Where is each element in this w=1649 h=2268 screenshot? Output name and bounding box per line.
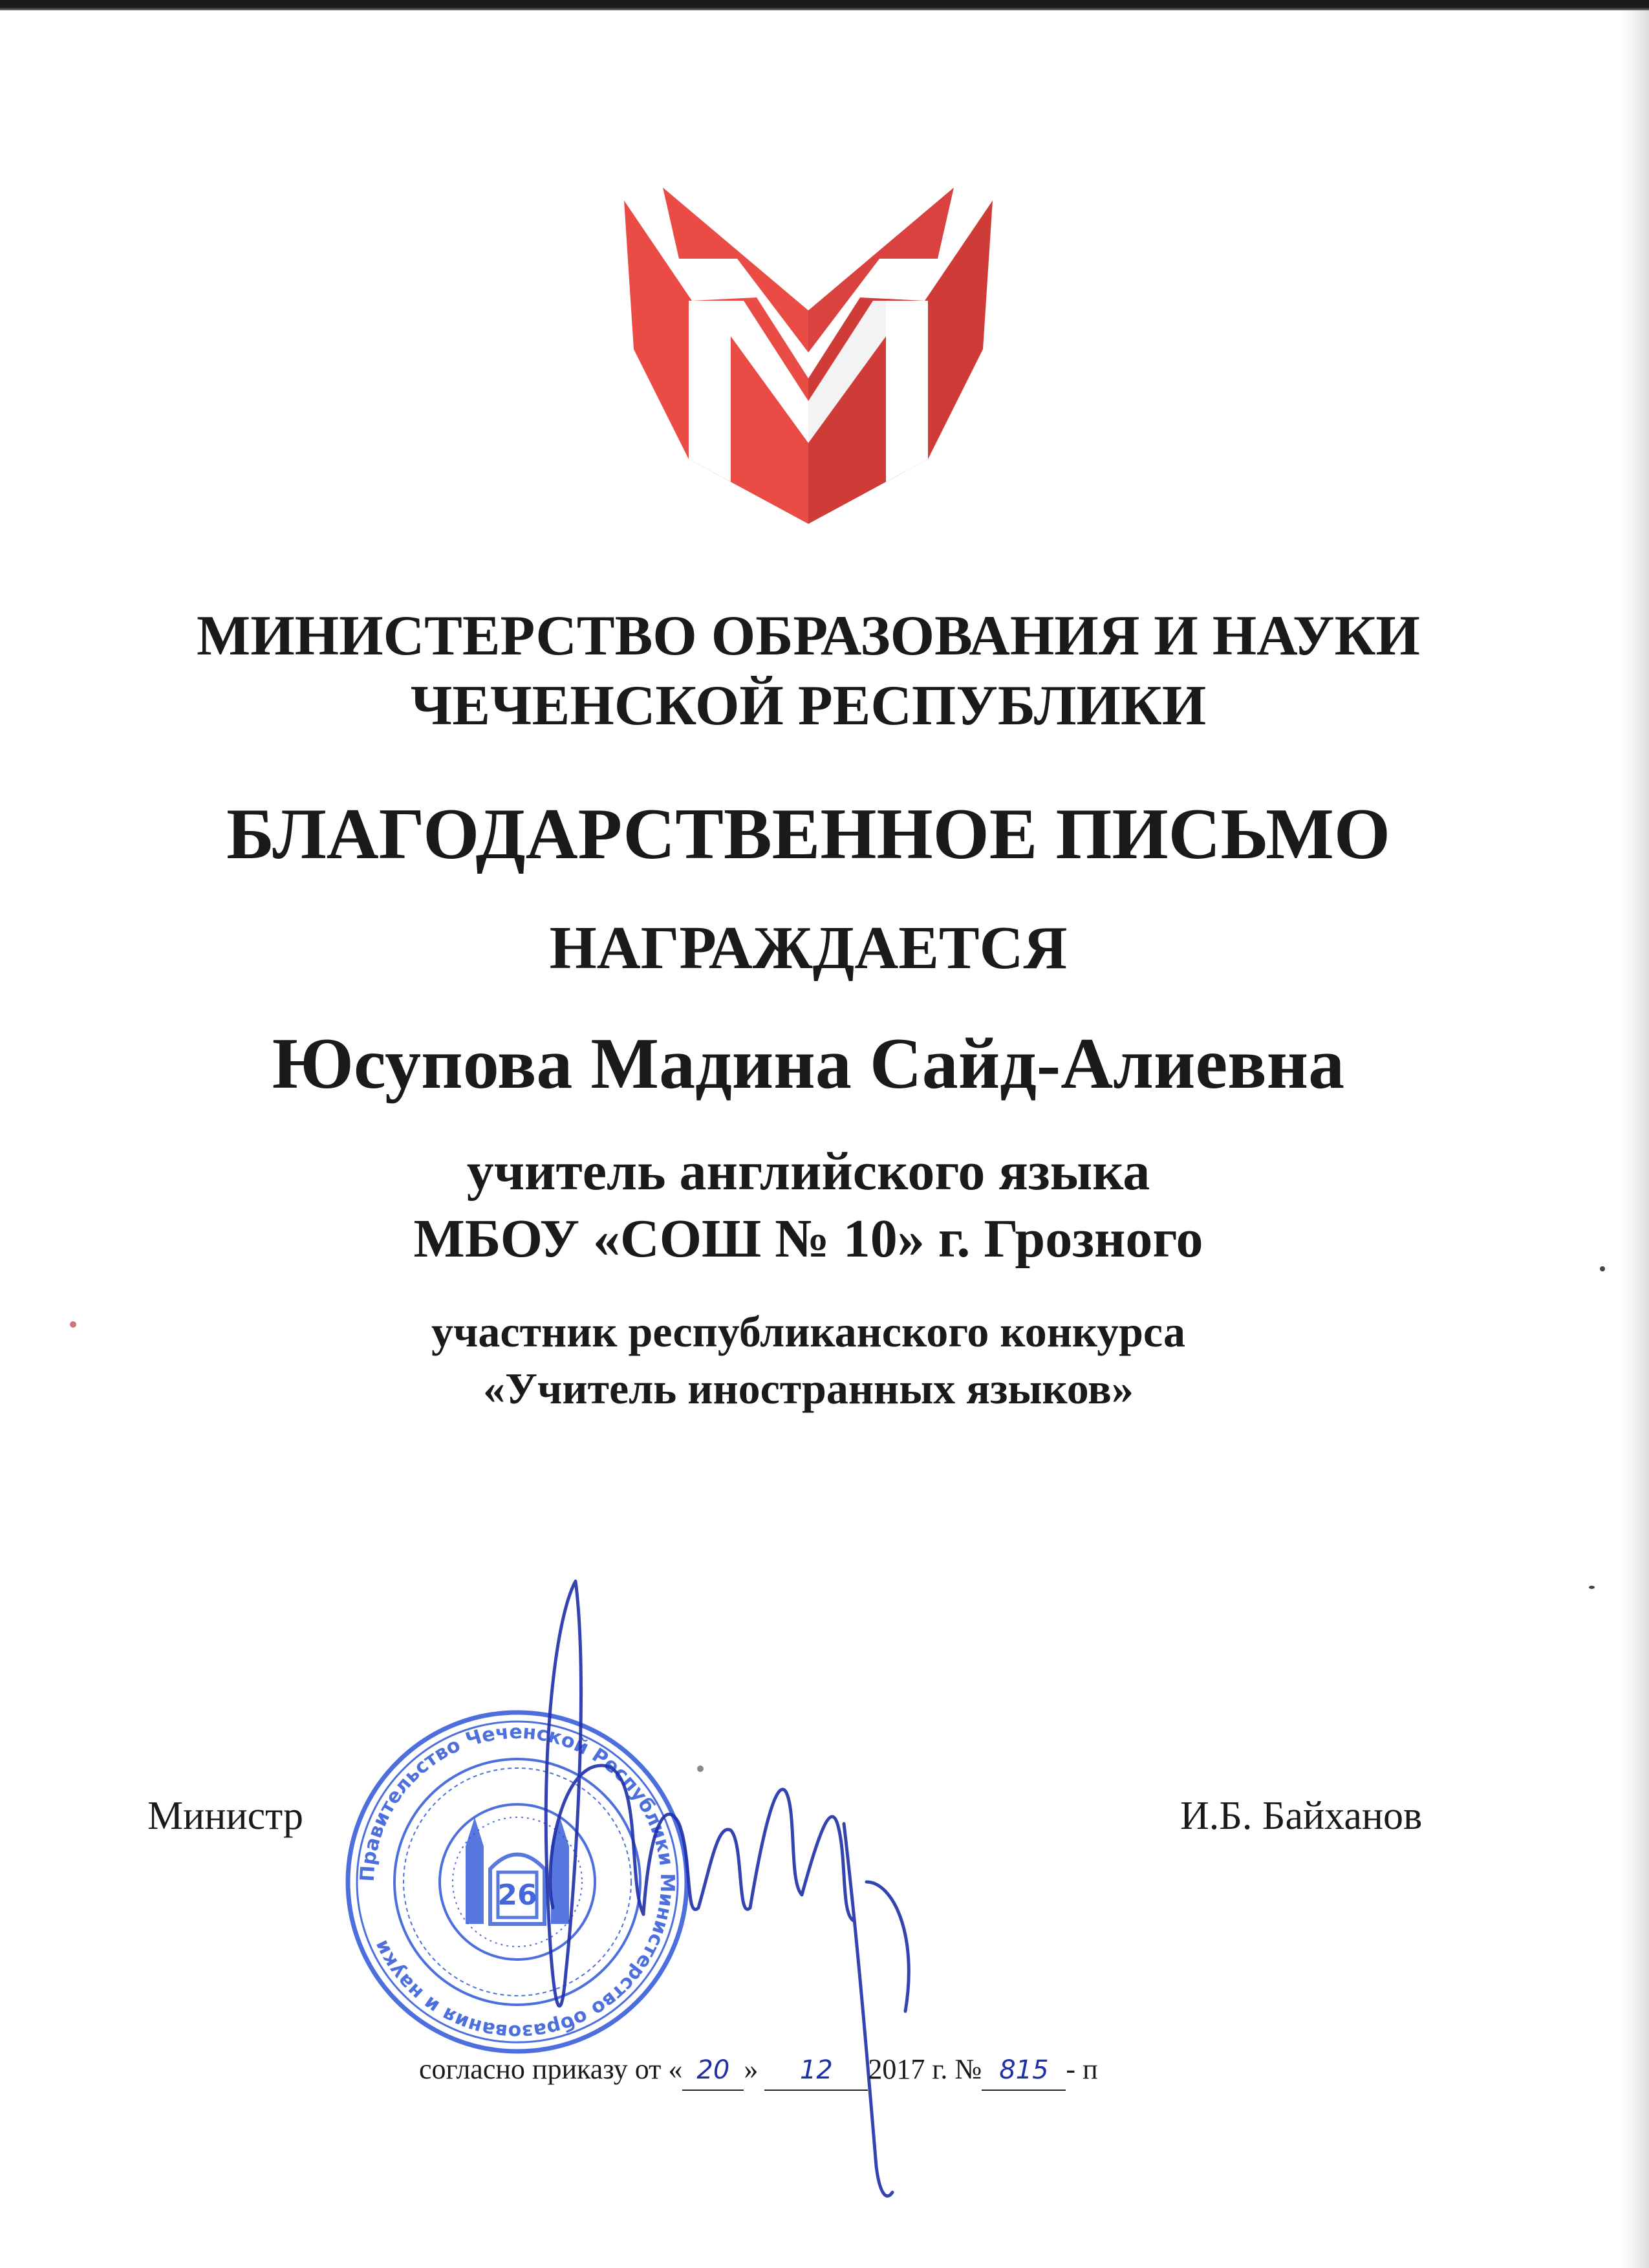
scan-speck	[697, 1766, 704, 1772]
order-suffix: - п	[1066, 2053, 1098, 2085]
awarded-label: НАГРАЖДАЕТСЯ	[549, 914, 1068, 982]
stamp-outer-text: Правительство Чеченской Республики Министерство образования и науки	[356, 1720, 679, 2044]
scan-edge-top	[0, 0, 1649, 10]
participation-line-1: участник республиканского конкурса	[431, 1307, 1185, 1356]
scan-speck	[1600, 1266, 1605, 1271]
order-year: 2017 г. №	[868, 2053, 982, 2085]
position-line-1: учитель английского языка	[466, 1141, 1150, 1202]
minister-title: Министр	[147, 1794, 304, 1838]
scan-speck	[70, 1321, 76, 1328]
participation-line-2: «Учитель иностранных языков»	[483, 1364, 1134, 1413]
order-reference	[419, 2050, 1098, 2091]
position-line-2: МБОУ «СОШ № 10» г. Грозного	[413, 1209, 1203, 1269]
order-number-field	[982, 2050, 1066, 2091]
order-month: 12	[799, 2055, 833, 2085]
order-day: 20	[696, 2055, 730, 2085]
scan-speck	[1589, 1586, 1595, 1589]
order-prefix: согласно приказу от «	[419, 2053, 683, 2085]
order-month-field	[764, 2050, 868, 2091]
recipient-position	[0, 1138, 1617, 1273]
scan-edge-right	[1621, 10, 1649, 2268]
order-number: 815	[999, 2055, 1049, 2085]
order-day-close: »	[744, 2053, 759, 2085]
signature-icon	[504, 1520, 996, 2212]
ministry-line-1: МИНИСТЕРСТВО ОБРАЗОВАНИЯ И НАУКИ	[197, 605, 1420, 667]
order-day-field	[682, 2050, 744, 2091]
ministry-heading	[0, 601, 1617, 741]
document-title: БЛАГОДАРСТВЕННОЕ ПИСЬМО	[226, 794, 1390, 874]
minister-name: И.Б. Байханов	[1180, 1794, 1423, 1838]
ministry-logo-icon	[618, 188, 999, 524]
stamp-center-number: 26	[497, 1879, 537, 1912]
participation-note	[0, 1303, 1617, 1417]
ministry-line-2: ЧЕЧЕНСКОЙ РЕСПУБЛИКИ	[410, 675, 1207, 737]
recipient-name: Юсупова Мадина Сайд-Алиевна	[272, 1024, 1345, 1104]
